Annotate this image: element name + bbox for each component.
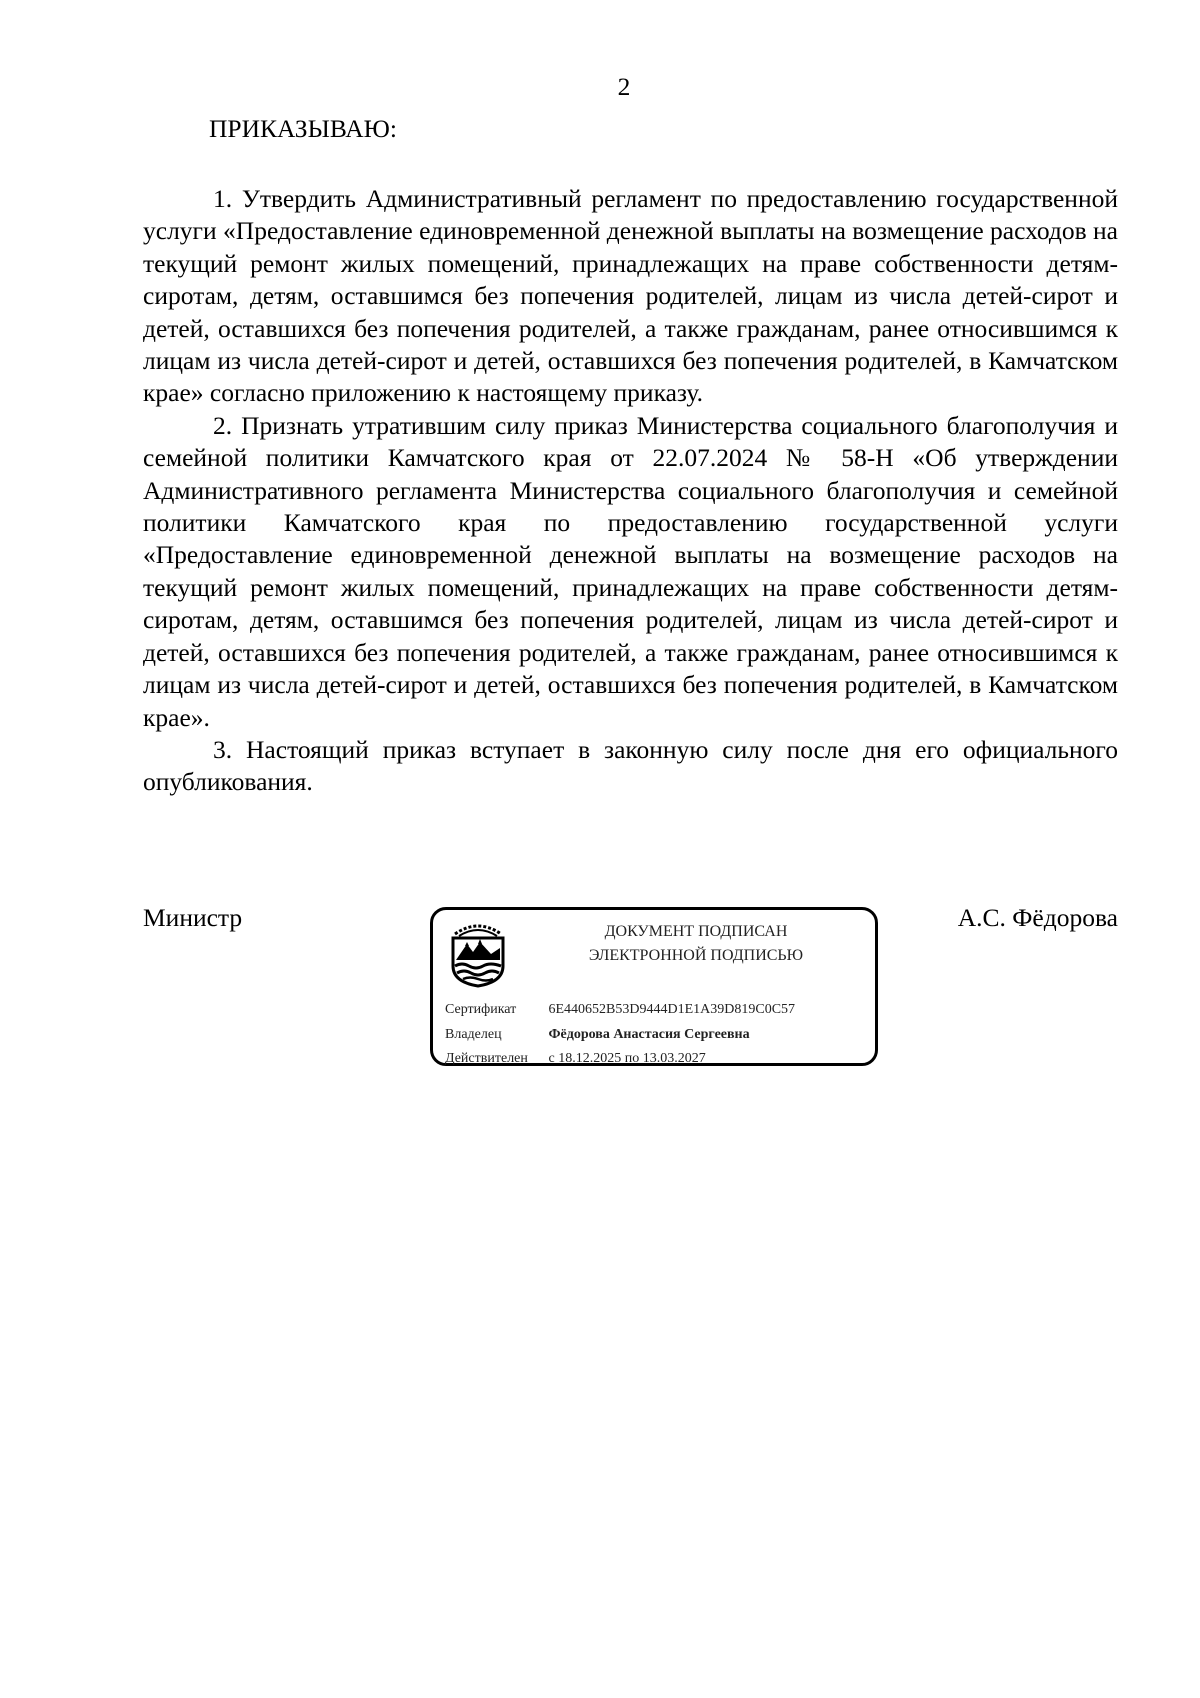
owner-label: Владелец	[445, 1027, 502, 1042]
certificate-value: 6E440652B53D9444D1E1A39D819C0C57	[548, 1002, 796, 1017]
kamchatka-coat-of-arms-icon	[447, 920, 509, 988]
order-item-2: 2. Признать утратившим силу приказ Министерства социального благополучия и семейной политики Камчатского края от 22.07.2024 № 58-Н «Об утверждении Административного регламента Министерства социального благополучия и семейной политики Камчатского края по предоставлению государственной услуги «Предоставление единовременной денежной выплаты на возмещение расходов на текущий ремонт жилых помещений, принадлежащих на праве собственности детям-сиротам, детям, оставшимся без попечения родителей, лицам из числа детей-сирот и детей, оставшихся без попечения родителей, а также гражданам, ранее относившимся к лицам из числа детей-сирот и детей, оставшихся без попечения родителей, в Камчатском крае».	[143, 410, 1118, 732]
certificate-label: Сертификат	[445, 1002, 517, 1017]
signatory-name: А.С. Фёдорова	[957, 903, 1118, 932]
stamp-header	[523, 920, 869, 968]
electronic-signature-stamp	[430, 907, 878, 1066]
validity-value: с 18.12.2025 по 13.03.2027	[548, 1051, 706, 1066]
page-number: 2	[617, 72, 631, 101]
owner-value: Фёдорова Анастасия Сергеевна	[548, 1027, 750, 1042]
certificate-row	[445, 1002, 795, 1018]
stamp-header-line-2: ЭЛЕКТРОННОЙ ПОДПИСЬЮ	[588, 947, 804, 964]
validity-row	[445, 1051, 706, 1067]
signatory-title: Министр	[143, 903, 243, 932]
order-body	[143, 183, 1118, 799]
order-item-1: 1. Утвердить Административный регламент по предоставлению государственной услуги «Предоставление единовременной денежной выплаты на возмещение расходов на текущий ремонт жилых помещений, принадлежащих на праве собственности детям-сиротам, детям, оставшимся без попечения родителей, лицам из числа детей-сирот и детей, оставшихся без попечения родителей, а также гражданам, ранее относившимся к лицам из числа детей-сирот и детей, оставшихся без попечения родителей, в Камчатском крае» согласно приложению к настоящему приказу.	[143, 184, 1118, 408]
validity-label: Действителен	[445, 1051, 528, 1066]
order-heading: ПРИКАЗЫВАЮ:	[209, 114, 397, 143]
stamp-header-line-1: ДОКУМЕНТ ПОДПИСАН	[604, 923, 788, 940]
order-item-3: 3. Настоящий приказ вступает в законную силу после дня его официального опубликования.	[143, 734, 1118, 797]
owner-row	[445, 1027, 750, 1043]
